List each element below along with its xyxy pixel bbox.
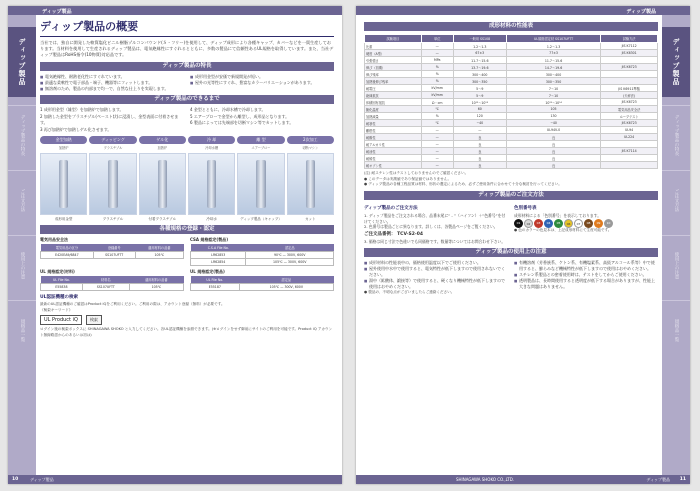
table-cell: 13.7〜19.6	[453, 64, 506, 71]
process-stage	[188, 136, 235, 222]
table-cell: 105℃ — 300V, 600V	[246, 259, 334, 266]
table-header: UL規格認定材 SS107UFTT	[506, 35, 600, 43]
process-diagram	[40, 136, 334, 222]
process-stage-illustration	[139, 153, 186, 215]
table-cell: kV/mm	[421, 85, 453, 92]
right-content	[364, 18, 658, 472]
left-side-tab-list[interactable]: 規格品一覧	[8, 300, 36, 360]
table-row	[365, 155, 658, 162]
table-cell: 105℃ — 300V, 600V	[239, 284, 333, 291]
features-list	[40, 74, 334, 92]
color-swatch: 06	[564, 219, 573, 228]
process-steps	[40, 107, 334, 133]
table-header: UL File No.	[41, 276, 83, 284]
ul-search-box	[40, 315, 334, 325]
right-page-number: 11	[679, 477, 686, 482]
left-footer	[8, 475, 342, 484]
table-cell: JIS K7114	[601, 148, 658, 155]
order-subtitle: ディップ製品のご注文方法	[364, 205, 418, 211]
standard-table	[190, 276, 334, 291]
caution-item: ■ 屋外使用中水中で使用すると、電気特性が低下しますので使用されないでください。	[364, 266, 508, 278]
feature-item: ■ 最適な柔軟性で電子部品・端子、機器等にフィットします。	[40, 80, 184, 86]
ul-search-text: 最新のUL認証機種のご確認はProduct iQをご利用ください。ご利用の際は、アカウント登録（無料）が必要です。	[40, 302, 225, 306]
table-cell: 1.2〜1.3	[453, 43, 506, 50]
table-cell	[601, 78, 658, 85]
table-row	[365, 148, 658, 155]
left-side-active-tab[interactable]: ディップ製品	[8, 27, 36, 97]
caution-item: ■ 透明製品は、長時間使用すると透明度が低下する場合がありますが、性能上大きな問題はありません。	[514, 278, 658, 290]
search-hint: 《検索キーワード》	[40, 307, 73, 312]
process-stage-sub: プラスチゾル	[103, 146, 123, 150]
caution-note: ● 製品の、不明な点がございましたらご連絡ください。	[364, 289, 455, 294]
table-row	[365, 134, 658, 141]
process-stage-sub: 加熱炉	[157, 146, 168, 150]
table-cell: 耐電圧	[365, 85, 422, 92]
table-header: 試験項目	[365, 35, 422, 43]
table-cell: 300〜400	[506, 71, 600, 78]
order-text: 2. 色番号は製品ごとに異なります。詳しくは、各製品ページをご覧ください。	[364, 224, 498, 229]
table-cell: SS107UFTT	[82, 284, 129, 291]
table-cell: 良	[506, 134, 600, 141]
table-cell: 105℃	[135, 252, 183, 259]
table-row	[365, 120, 658, 127]
process-stage	[89, 136, 136, 222]
table-cell	[601, 162, 658, 169]
left-side-tab-order[interactable]: ご注文方法	[8, 170, 36, 230]
table-cell: 硬度（A型）	[365, 50, 422, 57]
left-header-bar	[8, 6, 342, 15]
table-header: 電気用品の区分	[41, 244, 94, 252]
process-stage-illustration	[237, 153, 284, 215]
table-row	[365, 127, 658, 134]
order-example-code: TCV-S2-04	[397, 231, 423, 237]
right-footer-section: ディップ製品	[646, 477, 670, 482]
company-name: SHINAGAWA SHOKO CO.,LTD.	[456, 477, 515, 482]
caution-item: ■ 成形材料の性能表中の、価格使用温度以下でご使用ください。	[364, 260, 508, 266]
table-row	[365, 85, 658, 92]
caution-heading: ディップ製品の使用上の注意	[364, 248, 658, 257]
left-side-nav	[8, 15, 36, 475]
props-note: (注) 耐スチレン性はテストしておりませんのでご確認ください。	[364, 171, 469, 175]
standard-table	[190, 244, 334, 266]
table-cell: UL94	[601, 127, 658, 134]
table-cell: (天秤法)	[601, 92, 658, 99]
table-cell: 引張強さ	[365, 57, 422, 64]
table-cell: 加熱後伸び残率	[365, 78, 422, 85]
table-row	[365, 43, 658, 50]
table-cell: —	[421, 127, 453, 134]
standard-box	[40, 269, 184, 291]
table-cell: JIS K6301	[601, 50, 658, 57]
table-row	[365, 71, 658, 78]
table-cell: UL94V-0	[506, 127, 600, 134]
process-step-text: 4 金型とともに、冷却水槽で冷却します。	[190, 107, 266, 112]
order-text: 1. ディップ製品をご注文される場合、品番末尾に“ - ”（ハイフン）＋“色番号”を付けてください。	[364, 213, 506, 224]
table-cell: 良	[453, 162, 506, 169]
standard-table	[40, 276, 184, 291]
table-row	[365, 50, 658, 57]
process-stage-illustration	[287, 153, 334, 215]
table-cell: kV/mm	[421, 92, 453, 99]
table-cell: 体積固有抵抗	[365, 99, 422, 106]
table-cell: 耐オゾン性	[365, 162, 422, 169]
order-example-label: ご注文品番例：	[364, 231, 396, 237]
table-cell: 10¹³〜10¹⁴	[506, 99, 600, 106]
process-step-text: 1 成形用金型（雄型）を加熱炉で加熱します。	[40, 107, 124, 112]
caution-item: ■ 湯中（鉱酸体、鍛接等）で使用すると、硬くなり機械特性が低下しますので使用はおやめください。	[364, 278, 508, 290]
table-cell: UL224	[601, 134, 658, 141]
properties-heading: 成形材料の性能表	[364, 22, 658, 31]
table-cell: MPa	[421, 57, 453, 64]
process-stage-sub: 冷却水槽	[205, 146, 219, 150]
process-step-text: 2 加熱した金型をプラスチゾル(ペースト状)に浸漬し、金型表面に付着させます。	[40, 113, 179, 125]
table-row	[365, 141, 658, 148]
process-step-text: 5 エアーブローで金型から離型し、成形品となります。	[190, 113, 290, 119]
standard-box	[190, 269, 334, 291]
table-cell: —	[421, 134, 453, 141]
standards-row-1	[40, 237, 334, 266]
search-button[interactable]: 検索	[86, 315, 102, 325]
process-stage-label: 2次加工	[287, 136, 334, 144]
table-cell: 絶縁抵抗	[365, 92, 422, 99]
process-stage	[40, 136, 87, 222]
process-stage	[139, 136, 186, 222]
standards-row-2	[40, 269, 334, 291]
color-swatches	[514, 219, 658, 228]
process-stage-caption: 成形用金型	[54, 217, 73, 221]
table-row	[365, 106, 658, 113]
color-swatch: 02	[524, 219, 533, 228]
right-header-bar	[356, 6, 690, 15]
process-stage	[237, 136, 284, 222]
table-cell: 耐アルカリ性	[365, 141, 422, 148]
table-cell: —	[421, 50, 453, 57]
color-subtitle: 色別番号表	[514, 205, 537, 211]
table-cell: 伸び残率	[365, 71, 422, 78]
intro-text: 当社では、独自に開発した軟質塩化ビニル樹脂ゾルコンパウンド(Ｓ・フリー)を使用して、ディップ成形により各種キャップ、カバーなどを一貫生産しております。当材料を使用して生産されるディップ製品は、電気絶縁性にすぐれるとともに、多数の製品にて信頼性あるUL規格を取得しています。また、当社ディップ製品はRoHS指令(10物質)対応品です。	[40, 40, 334, 57]
table-cell: —	[421, 148, 453, 155]
color-note: ● 色のカラーの色見本は、上記成形材料にて生産可能です。	[514, 227, 612, 232]
table-header: 適用材料の品番	[129, 276, 183, 284]
right-side-nav	[662, 15, 690, 475]
feature-item: ■ 電気絶縁性、耐熱老化性にすぐれています。	[40, 74, 184, 80]
table-header: 適用材料の品番	[135, 244, 183, 252]
table-cell	[601, 141, 658, 148]
table-header: UL File No.	[191, 276, 240, 284]
table-row	[365, 57, 658, 64]
process-stage-caption: 冷却水	[206, 217, 217, 221]
color-swatch: 09	[594, 219, 603, 228]
table-cell: LR62853	[191, 252, 246, 259]
table-cell: ℃	[421, 106, 453, 113]
right-side-tab-features[interactable]: ディップ製品の特長	[662, 105, 690, 165]
standard-title: 電気用品安全法	[40, 237, 68, 242]
color-swatch: 03	[534, 219, 543, 228]
table-cell: JIS K6723	[601, 120, 658, 127]
process-stage-label: ゲル化	[139, 136, 186, 144]
standard-box	[40, 237, 184, 266]
standard-box	[190, 237, 334, 266]
table-cell: 120	[453, 113, 506, 120]
table-cell: JIS K6911準拠	[601, 85, 658, 92]
process-stage-caption: 付着プラスチゾル	[148, 217, 177, 221]
table-cell: —	[421, 162, 453, 169]
table-header: 材料名	[82, 276, 129, 284]
table-row	[365, 99, 658, 106]
caution-item: ■ 有機溶剤（芳香族系、ケトン系、有機塩素系、高級アルコール系等）中で使用すると、膨らみなど機械特性が低下しますので使用はおやめください。	[514, 260, 658, 272]
standard-title: UL 規格認定(製品)	[190, 269, 225, 274]
table-cell	[601, 57, 658, 64]
table-cell: 105	[506, 106, 600, 113]
left-side-tab-features[interactable]: ディップ製品の特長	[8, 105, 36, 165]
table-cell: 耐候性	[365, 155, 422, 162]
table-header: 登録番号	[93, 244, 135, 252]
order-example	[364, 232, 508, 238]
feature-item: ■ 無溶剤のため、製品の内部まで均一で、自然な仕上りを実現します。	[40, 86, 184, 92]
table-cell: —	[421, 141, 453, 148]
table-cell: 耐酸性	[365, 134, 422, 141]
table-cell: Ω・cm	[421, 99, 453, 106]
right-side-active-tab[interactable]: ディップ製品	[662, 27, 690, 97]
table-cell: 60	[453, 106, 506, 113]
table-cell: 14.7〜19.6	[506, 64, 600, 71]
caution-item: ■ スチレン系製品との密着使用時は、テストをしてからご使用ください。	[514, 272, 658, 278]
table-cell: 11.7〜15.6	[453, 57, 506, 64]
table-row	[365, 64, 658, 71]
color-swatch: 04	[544, 219, 553, 228]
table-cell: %	[421, 78, 453, 85]
process-stage-caption: プラスチゾル	[102, 217, 124, 221]
process-stage-sub: エアーブロー	[251, 146, 271, 150]
table-cell: 良	[453, 148, 506, 155]
process-step-text: 6 製品によっては先端部を切断マシン等でカットします。	[190, 120, 294, 125]
process-stage-sub: 切断マシン	[302, 146, 319, 150]
table-cell: LR62854	[191, 259, 246, 266]
table-cell: 難燃性	[365, 127, 422, 134]
left-page	[8, 6, 342, 484]
table-cell: JIS K7112	[601, 43, 658, 50]
order-column	[364, 203, 508, 245]
color-swatch: 05	[554, 219, 563, 228]
color-text: 成形材料による「色別番号」を表示しております。	[514, 213, 602, 218]
color-swatch: 07	[574, 219, 583, 228]
table-cell: 90℃ — 300V, 600V	[246, 252, 334, 259]
login-note: ログイン後の検索ボックスに SHINAGAWA SHOKO と入力してください。各UL認証機種を参照できます。(※ログインをせず御前にサイトのご利用を可能です。Product iQ アカウント無線路認からのあるいは初は)	[40, 327, 333, 337]
process-step-text: 3 再び加熱炉で加熱しゲル化させます。	[40, 126, 112, 132]
table-cell: 良	[453, 141, 506, 148]
table-header: 認定品	[239, 276, 333, 284]
left-header-label: ディップ製品	[42, 8, 72, 15]
table-cell: E55838	[41, 284, 83, 291]
table-cell: —	[421, 43, 453, 50]
table-cell: −40	[506, 120, 600, 127]
table-cell: 300〜350	[453, 78, 506, 85]
table-row	[365, 162, 658, 169]
table-cell: %	[421, 64, 453, 71]
table-cell: 11.7〜15.6	[506, 57, 600, 64]
caution-list	[364, 260, 658, 290]
process-stage-label: ディッピング	[89, 136, 136, 144]
properties-table	[364, 34, 658, 169]
process-stage-sub: 加熱炉	[58, 146, 69, 150]
props-note: ● ディップ製品の各種工程品質は材料、形状の選定によるため、必ずご使用条件に合わせて十分な検討を行ってください。	[364, 182, 562, 186]
table-header: 試験方法	[601, 35, 658, 43]
table-cell: 300〜350	[506, 78, 600, 85]
standard-title: CSA 規格認定(製品)	[190, 237, 229, 242]
feature-item: ■ 屋外の光等性にすぐれ、豊富なカラーバリエーションがあります。	[190, 80, 334, 86]
table-cell: 比重	[365, 43, 422, 50]
process-heading: ディップ製品のできるまで	[40, 95, 334, 104]
table-cell: —	[453, 127, 506, 134]
table-cell	[601, 155, 658, 162]
table-cell: 良	[506, 162, 600, 169]
right-side-tab-caution[interactable]: 使用上の注意	[662, 235, 690, 295]
table-cell: E55187	[191, 284, 240, 291]
page-title: ディップ製品の概要	[40, 18, 334, 37]
features-heading: ディップ製品の特長	[40, 62, 334, 71]
table-cell: 良	[453, 134, 506, 141]
table-cell: 良	[506, 141, 600, 148]
process-stage-caption: ディップ製品（キャップ）	[240, 217, 282, 221]
table-header: 一般用 SS108	[453, 35, 506, 43]
right-footer	[356, 475, 690, 484]
table-cell: 加熱減量	[365, 113, 422, 120]
table-cell: 耐油性	[365, 148, 422, 155]
order-section	[364, 203, 658, 245]
table-cell: −40	[453, 120, 506, 127]
table-cell: ℃	[421, 120, 453, 127]
process-stage-label: 離 型	[237, 136, 284, 144]
process-stage-label: 金型加熱	[40, 136, 87, 144]
table-header: C.S.A File No.	[191, 244, 246, 252]
right-side-tab-list[interactable]: 規格品一覧	[662, 300, 690, 360]
search-input[interactable]: UL Product iQ	[40, 315, 82, 325]
right-page	[356, 6, 690, 484]
table-cell: E420EA9/6847	[41, 252, 94, 259]
color-swatch: 01	[514, 219, 523, 228]
table-cell: 130	[506, 113, 600, 120]
table-cell: 7〜10	[506, 92, 600, 99]
process-stage-illustration	[40, 153, 87, 215]
table-cell: 良	[506, 155, 600, 162]
color-swatch: 08	[584, 219, 593, 228]
table-cell: 77±3	[506, 50, 600, 57]
table-cell: 300〜400	[453, 71, 506, 78]
props-note: ● このデータは実測値であり保証値ではありません。	[364, 176, 452, 181]
feature-item: ■ 成形用金型が安価で新規開発が短い。	[190, 74, 334, 80]
table-cell: 1.2〜1.3	[506, 43, 600, 50]
process-stage-label: 冷 却	[188, 136, 235, 144]
standard-table	[40, 244, 184, 259]
table-row	[365, 113, 658, 120]
table-cell: ループテスト	[601, 113, 658, 120]
table-cell: 105℃	[129, 284, 183, 291]
color-column	[514, 203, 658, 245]
process-stage	[287, 136, 334, 222]
table-header: 単位	[421, 35, 453, 43]
process-stage-caption: カット	[305, 217, 316, 221]
table-cell: 10¹²〜10¹³	[453, 99, 506, 106]
table-row	[365, 78, 658, 85]
table-cell: 脆化温度	[365, 106, 422, 113]
standard-title: UL 規格認定(材料)	[40, 269, 75, 274]
process-stage-illustration	[89, 153, 136, 215]
table-cell: 耐寒性	[365, 120, 422, 127]
right-side-tab-order[interactable]: ご注文方法	[662, 170, 690, 230]
table-header: 認定品	[246, 244, 334, 252]
table-cell: 7〜10	[506, 85, 600, 92]
ul-search-heading: UL認証機種の検索	[40, 295, 79, 300]
right-header-label: ディップ製品	[626, 8, 656, 15]
table-cell: 5〜9	[453, 85, 506, 92]
table-cell	[601, 71, 658, 78]
color-swatch: 10	[604, 219, 613, 228]
table-cell: JIS K6723	[601, 64, 658, 71]
table-cell: 67±3	[453, 50, 506, 57]
table-cell: 良	[453, 155, 506, 162]
table-cell: SS107UFTT	[93, 252, 135, 259]
process-stage-illustration	[188, 153, 235, 215]
table-cell: 電気用品安全法	[601, 106, 658, 113]
left-page-number: 10	[12, 477, 19, 482]
left-content	[40, 18, 334, 472]
table-cell: %	[421, 71, 453, 78]
order-heading: ディップ製品のご注文方法	[364, 191, 658, 200]
table-cell: —	[421, 155, 453, 162]
left-side-tab-caution[interactable]: 使用上の注意	[8, 235, 36, 295]
table-cell: JIS K6723	[601, 99, 658, 106]
table-cell: %	[421, 113, 453, 120]
table-row	[365, 92, 658, 99]
left-footer-section: ディップ製品	[30, 477, 54, 482]
table-cell: 伸び（初期）	[365, 64, 422, 71]
standards-heading: 各種規格の登録・認定	[40, 225, 334, 234]
table-cell: 5〜9	[453, 92, 506, 99]
order-text: 3. 価格は同じ寸法で色違いでも同価格です。数量等についてはお問合わせ下さい。	[364, 239, 506, 244]
table-cell: 良	[506, 148, 600, 155]
